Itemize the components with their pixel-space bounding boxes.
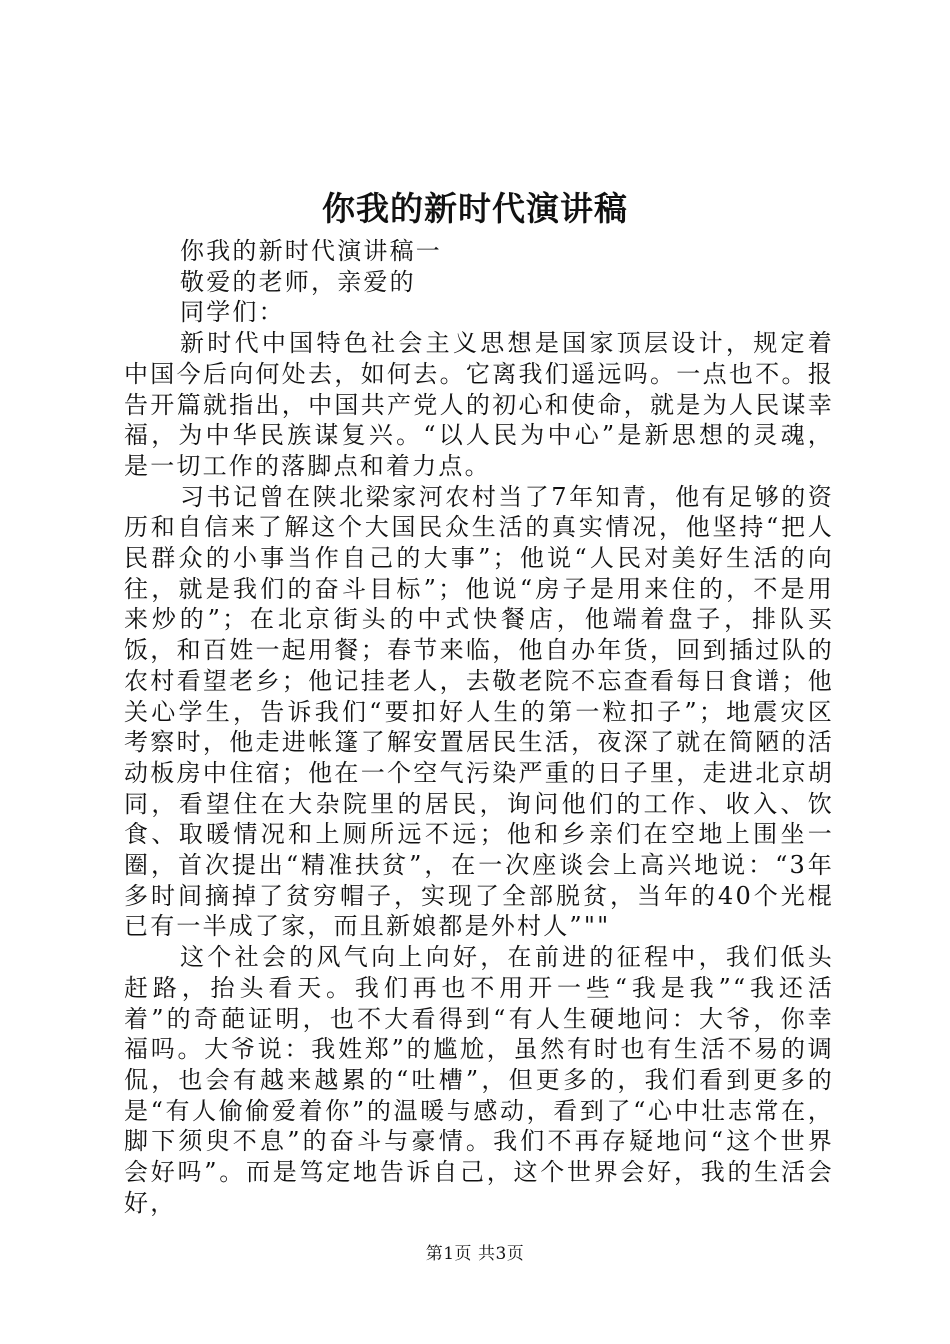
page-footer: 第1页 共3页 <box>425 1244 525 1264</box>
paragraph: 这个社会的风气向上向好，在前进的征程中，我们低头赶路，抬头看天。我们再也不用开一些“我是我”“我还活着”的奇葩证明，也不大看得到“有人生硬地问：大爷，你幸福吗。大爷说：我姓郑”的尴尬，虽然有时也有生活不易的调侃，也会有越来越累的“吐槽”，但更多的，我们看到更多的是“有人偷偷爱着你”的温暖与感动，看到了“心中壮志常在，脚下须臾不息”的奋斗与豪情。我们不再存疑地问“这个世界会好吗”。而是笃定地告诉自己，这个世界会好，我的生活会好， <box>124 943 834 1217</box>
subtitle-line: 你我的新时代演讲稿一 <box>180 237 442 265</box>
greeting-line-1: 敬爱的老师，亲爱的 <box>180 267 416 296</box>
paragraph: 习书记曾在陕北梁家河农村当了7年知青，他有足够的资历和自信来了解这个大国民众生活的真实情况，他坚持“把人民群众的小事当作自己的大事”；他说“人民对美好生活的向往，就是我们的奋斗目标”；他说“房子是用来住的，不是用来炒的”；在北京街头的中式快餐店，他端着盘子，排队买饭，和百姓一起用餐；春节来临，他自办年货，回到插过队的农村看望老乡；他记挂老人，去敬老院不忘查看每日食谱；他关心学生，告诉我们“要扣好人生的第一粒扣子”；地震灾区考察时，他走进帐篷了解安置居民生活，夜深了就在简陋的活动板房中住宿；他在一个空气污染严重的日子里，走进北京胡同，看望住在大杂院里的居民，询问他们的工作、收入、饮食、取暖情况和上厕所远不远；他和乡亲们在空地上围坐一圈，首次提出“精准扶贫”，在一次座谈会上高兴地说：“3年多时间摘掉了贫穷帽子，实现了全部脱贫，当年的40个光棍已有一半成了家，而且新娘都是外村人”"" <box>124 482 834 941</box>
greeting-line-2: 同学们： <box>180 298 285 327</box>
paragraph: 新时代中国特色社会主义思想是国家顶层设计，规定着中国今后向何处去，如何去。它离我们遥远吗。一点也不。报告开篇就指出，中国共产党人的初心和使命，就是为人民谋幸福，为中华民族谋复兴。“以人民为中心”是新思想的灵魂，是一切工作的落脚点和着力点。 <box>124 329 834 480</box>
document-body <box>124 236 834 1219</box>
document-title: 你我的新时代演讲稿 <box>322 189 628 228</box>
